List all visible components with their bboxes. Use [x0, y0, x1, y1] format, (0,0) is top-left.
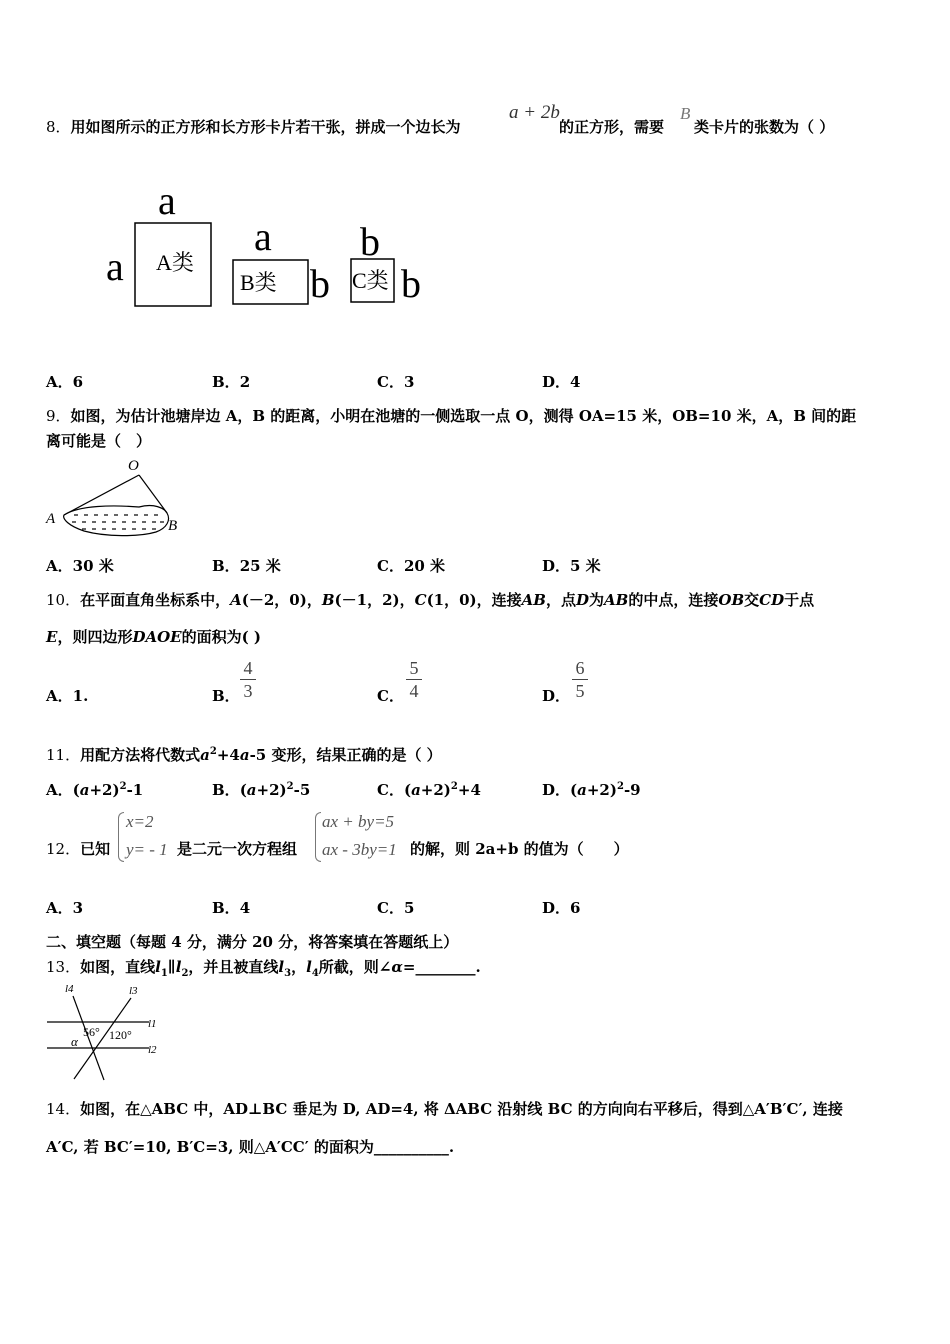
label-l4: l4: [65, 983, 74, 995]
q8-option-d: D．4: [542, 373, 581, 391]
q12-option-a: A．3: [46, 899, 84, 917]
q10-option-c-fraction: 5 4: [406, 658, 422, 701]
q12-option-d: D．6: [542, 899, 581, 917]
point-b-label: B: [168, 518, 178, 534]
section-2-heading: 二、填空题（每题 4 分，满分 20 分，将答案填在答题纸上）: [46, 933, 459, 951]
q8-figure: [100, 180, 440, 320]
q10-stem-line1: 10．在平面直角坐标系中，A(－2，0)，B(－1，2)，C(1，0)，连接AB，点D为AB的中点，连接OB交CD于点: [46, 591, 815, 609]
q13-stem: 13．如图，直线$l_1\parallel l_2$，并且被直线$l_3$，$l_4$所截，则∠α=________.: [46, 958, 481, 979]
q11-option-b: B．$(a+2)^2-5$: [212, 781, 311, 799]
q13-number: 13．: [46, 958, 81, 976]
q12-text-middle: 是二元一次方程组: [177, 840, 298, 858]
q9-option-b: B．25 米: [212, 557, 281, 575]
q9-option-a: A．30 米: [46, 557, 114, 575]
segment-ob: [139, 475, 167, 513]
q8-text-after: 类卡片的张数为（ ）: [694, 118, 835, 136]
q10-option-d-fraction: 6 5: [572, 658, 588, 701]
q12-sys2-line1: ax + by=5: [322, 812, 395, 831]
q9-number: 9．: [46, 407, 71, 425]
q12-brace-2: [315, 812, 321, 862]
q10-option-b-fraction: 4 3: [240, 658, 256, 701]
label-l3: l3: [129, 985, 138, 997]
segment-oa: [64, 475, 139, 515]
q14-stem-line2: A′C, 若 BC′=10, B′C=3, 则△A′CC′ 的面积为__________.: [46, 1138, 455, 1156]
q14-number: 14．: [46, 1100, 81, 1118]
angle-56-label: 56°: [83, 1025, 100, 1039]
q11-number: 11．: [46, 746, 81, 764]
q12-text-after: 的解，则 2a+b 的值为（ ）: [410, 840, 629, 858]
q12-number: 12．: [46, 840, 81, 858]
card-a-top-label: a: [158, 180, 176, 223]
q12-option-b: B．4: [212, 899, 251, 917]
card-b-name: B类: [240, 270, 277, 295]
q14-stem-line1: 14．如图，在△ABC 中，AD⊥BC 垂足为 D, AD=4, 将 ΔABC 沿射线 BC 的方向向右平移后，得到△A′B′C′, 连接: [46, 1100, 843, 1118]
q8-option-a: A．6: [46, 373, 84, 391]
q9-stem-line1: 9．如图，为估计池塘岸边 A，B 的距离，小明在池塘的一侧选取一点 O，测得 OA=15 米，OB=10 米，A，B 间的距: [46, 407, 857, 425]
q8-expr: a + 2b: [509, 102, 560, 123]
card-c-name: C类: [352, 268, 389, 293]
q10-option-a: A．1.: [46, 687, 89, 705]
q10-option-b-letter: B．: [212, 687, 240, 705]
q10-stem-line2: E，则四边形DAOE的面积为( ): [46, 628, 262, 646]
q11-option-d: D．$(a+2)^2-9$: [542, 781, 641, 799]
q8-stem: [46, 116, 461, 137]
point-a-label: A: [46, 511, 56, 527]
q12-sys2-line2: ax - 3by=1: [322, 840, 397, 859]
label-l1: l1: [148, 1018, 157, 1030]
label-l2: l2: [148, 1044, 157, 1056]
q12-sys1-line2: y= - 1: [126, 840, 168, 859]
q12-sys1-line1: x=2: [126, 812, 154, 831]
q8-var-b: B: [680, 104, 691, 123]
q9-stem-line2: 离可能是（ ）: [46, 432, 152, 450]
pond-outline: [64, 506, 169, 536]
q11-stem: 11．用配方法将代数式$a^2+4a-5$ 变形，结果正确的是（ ）: [46, 746, 442, 764]
q11-option-a: A．$(a+2)^2-1$: [46, 781, 144, 799]
q10-option-d-letter: D．: [542, 687, 571, 705]
point-o-label: O: [128, 458, 139, 474]
card-c-right-label: b: [401, 261, 421, 306]
card-c-top-label: b: [360, 219, 380, 264]
q12-stem-start: 12．已知: [46, 840, 111, 858]
angle-alpha-label: α: [71, 1034, 78, 1049]
q12-brace-1: [118, 812, 124, 862]
q8-number: 8．: [46, 118, 71, 136]
q8-option-b: B．2: [212, 373, 251, 391]
q8-option-c: C．3: [377, 373, 415, 391]
q10-number: 10．: [46, 591, 81, 609]
card-b-right-label: b: [310, 261, 330, 306]
q8-text-middle: 的正方形，需要: [559, 118, 665, 136]
q13-figure: [44, 980, 169, 1085]
q10-option-c-letter: C．: [377, 687, 404, 705]
card-a-left-label: a: [106, 244, 124, 289]
q11-option-c: C．$(a+2)^2+4$: [377, 781, 481, 799]
q9-figure: [44, 455, 194, 540]
q9-option-c: C．20 米: [377, 557, 446, 575]
card-a-name: A类: [156, 250, 194, 275]
q12-option-c: C．5: [377, 899, 415, 917]
q9-option-d: D．5 米: [542, 557, 601, 575]
angle-120-label: 120°: [109, 1028, 132, 1042]
card-b-top-label: a: [254, 214, 272, 259]
pond-hatching: [72, 515, 164, 529]
q8-text-before: 用如图所示的正方形和长方形卡片若干张，拼成一个边长为: [70, 118, 461, 136]
